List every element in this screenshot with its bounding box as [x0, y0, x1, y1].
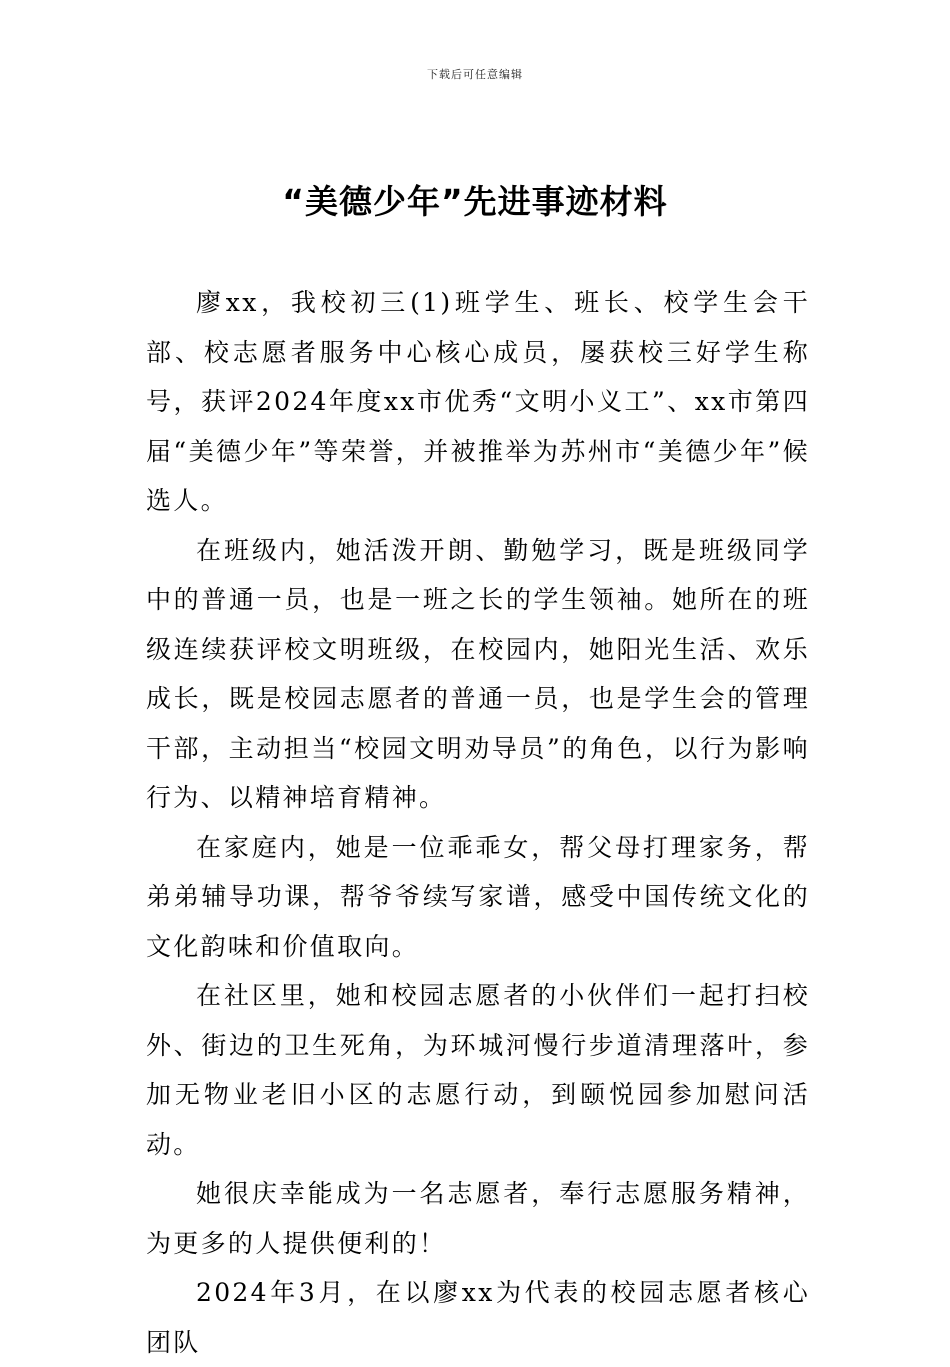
paragraph-3: 在家庭内，她是一位乖乖女，帮父母打理家务，帮弟弟辅导功课，帮爷爷续写家谱，感受中国传统文化的文化韵味和价值取向。 — [146, 832, 810, 961]
paragraph-5: 她很庆幸能成为一名志愿者，奉行志愿服务精神，为更多的人提供便利的！ — [146, 1179, 810, 1258]
paragraph-1: 廖xx，我校初三(1)班学生、班长、校学生会干部、校志愿者服务中心核心成员，屡获校三好学生称号，获评2024年度xx市优秀“文明小义工”、xx市第四届“美德少年”等荣誉，并被推举为苏州市“美德少年”候选人。 — [146, 288, 810, 515]
document-body — [146, 278, 810, 1367]
header-note: 下载后可任意编辑 — [427, 68, 523, 81]
document-title: “美德少年”先进事迹材料 — [282, 182, 668, 221]
paragraph-6: 2024年3月，在以廖xx为代表的校园志愿者核心团队 — [146, 1278, 810, 1357]
paragraph-2: 在班级内，她活泼开朗、勤勉学习，既是班级同学中的普通一员，也是一班之长的学生领袖。她所在的班级连续获评校文明班级，在校园内，她阳光生活、欢乐成长，既是校园志愿者的普通一员，也是学生会的管理干部，主动担当“校园文明劝导员”的角色，以行为影响行为、以精神培育精神。 — [146, 535, 810, 812]
paragraph-4: 在社区里，她和校园志愿者的小伙伴们一起打扫校外、街边的卫生死角，为环城河慢行步道清理落叶，参加无物业老旧小区的志愿行动，到颐悦园参加慰问活动。 — [146, 981, 810, 1159]
